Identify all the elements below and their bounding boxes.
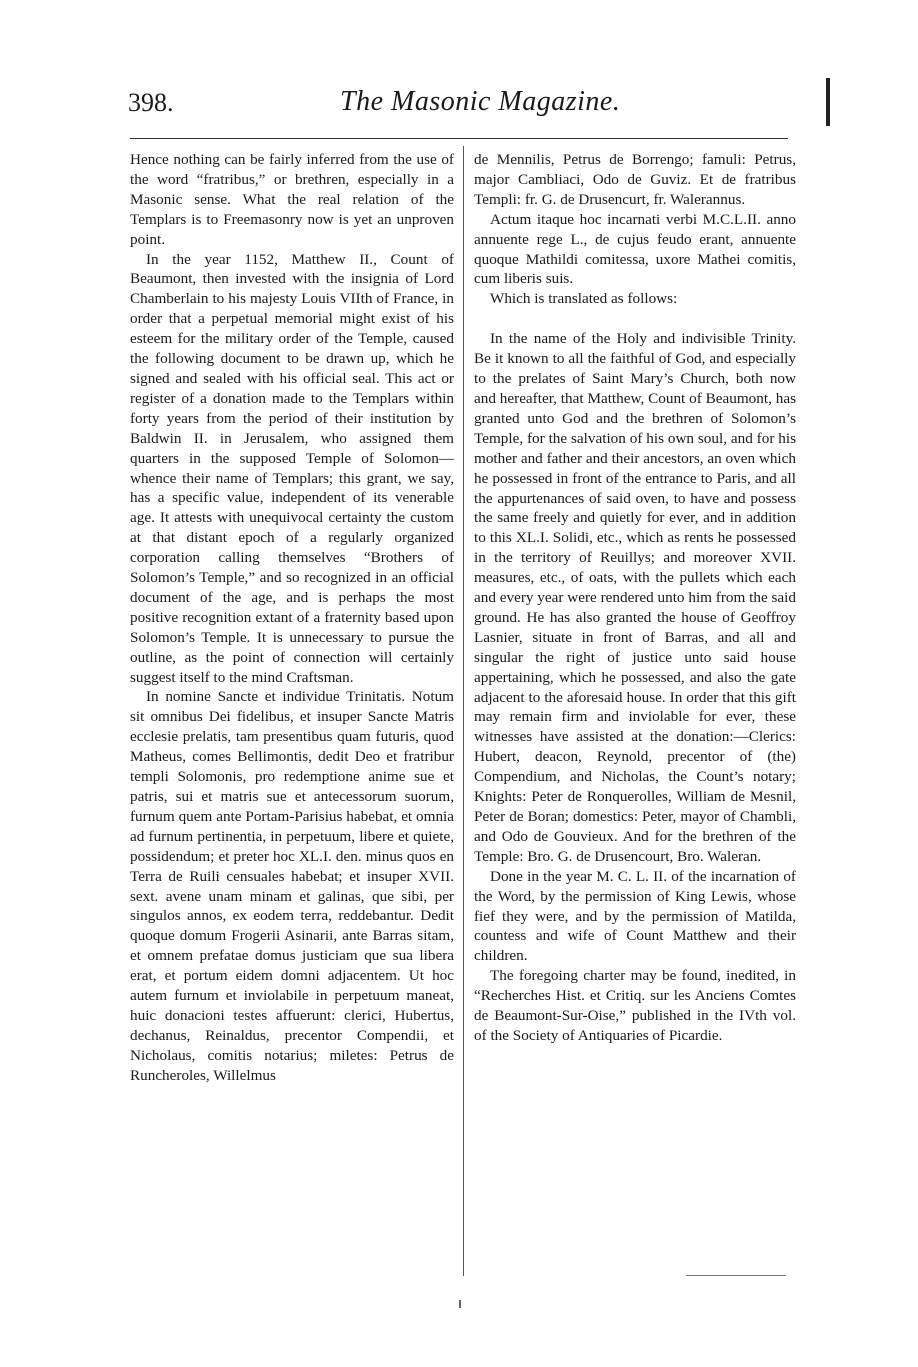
gutter-mark — [459, 1300, 461, 1308]
paragraph: In the name of the Holy and indivisible Trinity. Be it known to all the faithful of God, and especially to the prelates of Saint Mary’s Church, both now and hereafter, that Matthew, Count of Beaumont, has granted unto God and the brethren of Solomon’s Temple, for the salvation of his own soul, and for his mother and father and their ancestors, an oven which he possessed in front of the entrance to Paris, and all the appurtenances of said oven, to have and possess the same freely and quietly for ever, and in addition to this XL.I. Solidi, etc., which as rents he possessed in the territory of Reuillys; and moreover XVII. measures, etc., of oats, with the pullets which each and every year were rendered unto him from the said ground. He has also granted the house of Geoffroy Lasnier, situate in front of Barras, and all and singular the right of justice unto said house appertaining, which he possessed, and also the gate adjacent to the aforesaid house. In order that this gift may remain firm and inviolable for ever, these witnesses have assisted at the donation:—Clerics: Hubert, deacon, Reynold, precentor of (the) Compendium, and Nicholas, the Count’s notary; Knights: Peter de Ronquerolles, William de Mesnil, Peter de Boran; domestics: Peter, mayor of Chambli, and Odo de Gouvieux. And for the brethren of the Temple: Bro. G. de Drusencourt, Bro. Waleran. — [474, 330, 796, 865]
paragraph: Done in the year M. C. L. II. of the incarnation of the Word, by the permission of King Lewis, whose fief they were, and by the permission of Matilda, countess and wife of Count Matthew and their children. — [474, 867, 796, 965]
header-rule — [130, 138, 788, 139]
paragraph: Hence nothing can be fairly inferred from the use of the word “fratribus,” or brethren, especially in a Masonic sense. What the real relation of the Templars is to Freemasonry now is yet an unproven point. — [130, 151, 454, 248]
paragraph: In the year 1152, Matthew II., Count of Beaumont, then invested with the insignia of Lord Chamberlain to his majesty Louis VIIth of France, in order that a perpetual memorial might exist of his esteem for the military order of the Temple, caused the following document to be drawn up, which he signed and sealed with his official seal. This act or register of a donation made to the Templars within forty years from the period of their institution by Baldwin II. in Jerusalem, who assigned them quarters in the supposed Temple of Solomon—whence their name of Templars; this grant, we say, has a specific value, independent of its venerable age. It attests with unequivocal certainty the custom at that distant epoch of a regularly organized corporation calling themselves “Brothers of Solomon’s Temple,” and so recognized in an official document of the age, and is perhaps the most positive recognition extant of a fraternity based upon Solomon’s Temple. It is unnecessary to pursue the outline, as the point of connection will certainly suggest itself to the mind Craftsman. — [130, 250, 454, 686]
scan-edge-mark — [826, 78, 830, 126]
paragraph: Actum itaque hoc incarnati verbi M.C.L.II. anno annuente rege L., de cujus feudo erant, annuente quoque Mathildi comitessa, uxore Mathei comitis, cum liberis suis. — [474, 210, 796, 288]
right-column — [474, 150, 796, 1046]
running-title: The Masonic Magazine. — [340, 86, 621, 117]
paragraph: Which is translated as follows: — [490, 290, 678, 308]
page-header — [128, 82, 818, 126]
footer-rule — [686, 1275, 786, 1276]
page-number: 398. — [128, 88, 174, 117]
paragraph: In nomine Sancte et individue Trinitatis. Notum sit omnibus Dei fidelibus, et insuper Sancte Matris ecclesie prelatis, tam presentibus quam futuris, quod Matheus, comes Bellimontis, dedit Deo et fratribur templi Solomonis, pro redemptione anime sue et patris, sui et matris sue et antecessorum suorum, furnum quem ante Portam-Parisius habebat, et omnia ad furnum pertinentia, in perpetuum, libere et quiete, possidendum; et preter hoc XL.I. den. minus quos en Terra de Ruili censuales habebat; et insuper XVII. sext. avene unam minam et galinas, que sibi, per singulos annos, ex eodem terra, reddebantur. Dedit quoque domum Frogerii Asinarii, ante Barras sitam, et omnem prefatae domus justiciam que sua libera erat, et portum eidem domni adjacentem. Ut hoc autem furnum et inviolabile in perpetuum maneat, huic donacioni testes affuerunt: clerici, Hubertus, dechanus, Reinaldus, precentor Compendii, et Nicholaus, comitis notarius; miletes: Petrus de Runcheroles, Willelmus — [130, 688, 454, 1084]
left-column — [130, 150, 454, 1086]
paragraph: The foregoing charter may be found, inedited, in “Recherches Hist. et Critiq. sur les Anciens Comtes de Beaumont-Sur-Oise,” published in the IVth vol. of the Society of Antiquaries of Picardie. — [474, 967, 796, 1044]
column-divider — [463, 146, 464, 1276]
paragraph: de Mennilis, Petrus de Borrengo; famuli: Petrus, major Cambliaci, Odo de Guviz. Et de fratribus Templi: fr. G. de Drusencurt, fr. Walerannus. — [474, 151, 796, 208]
